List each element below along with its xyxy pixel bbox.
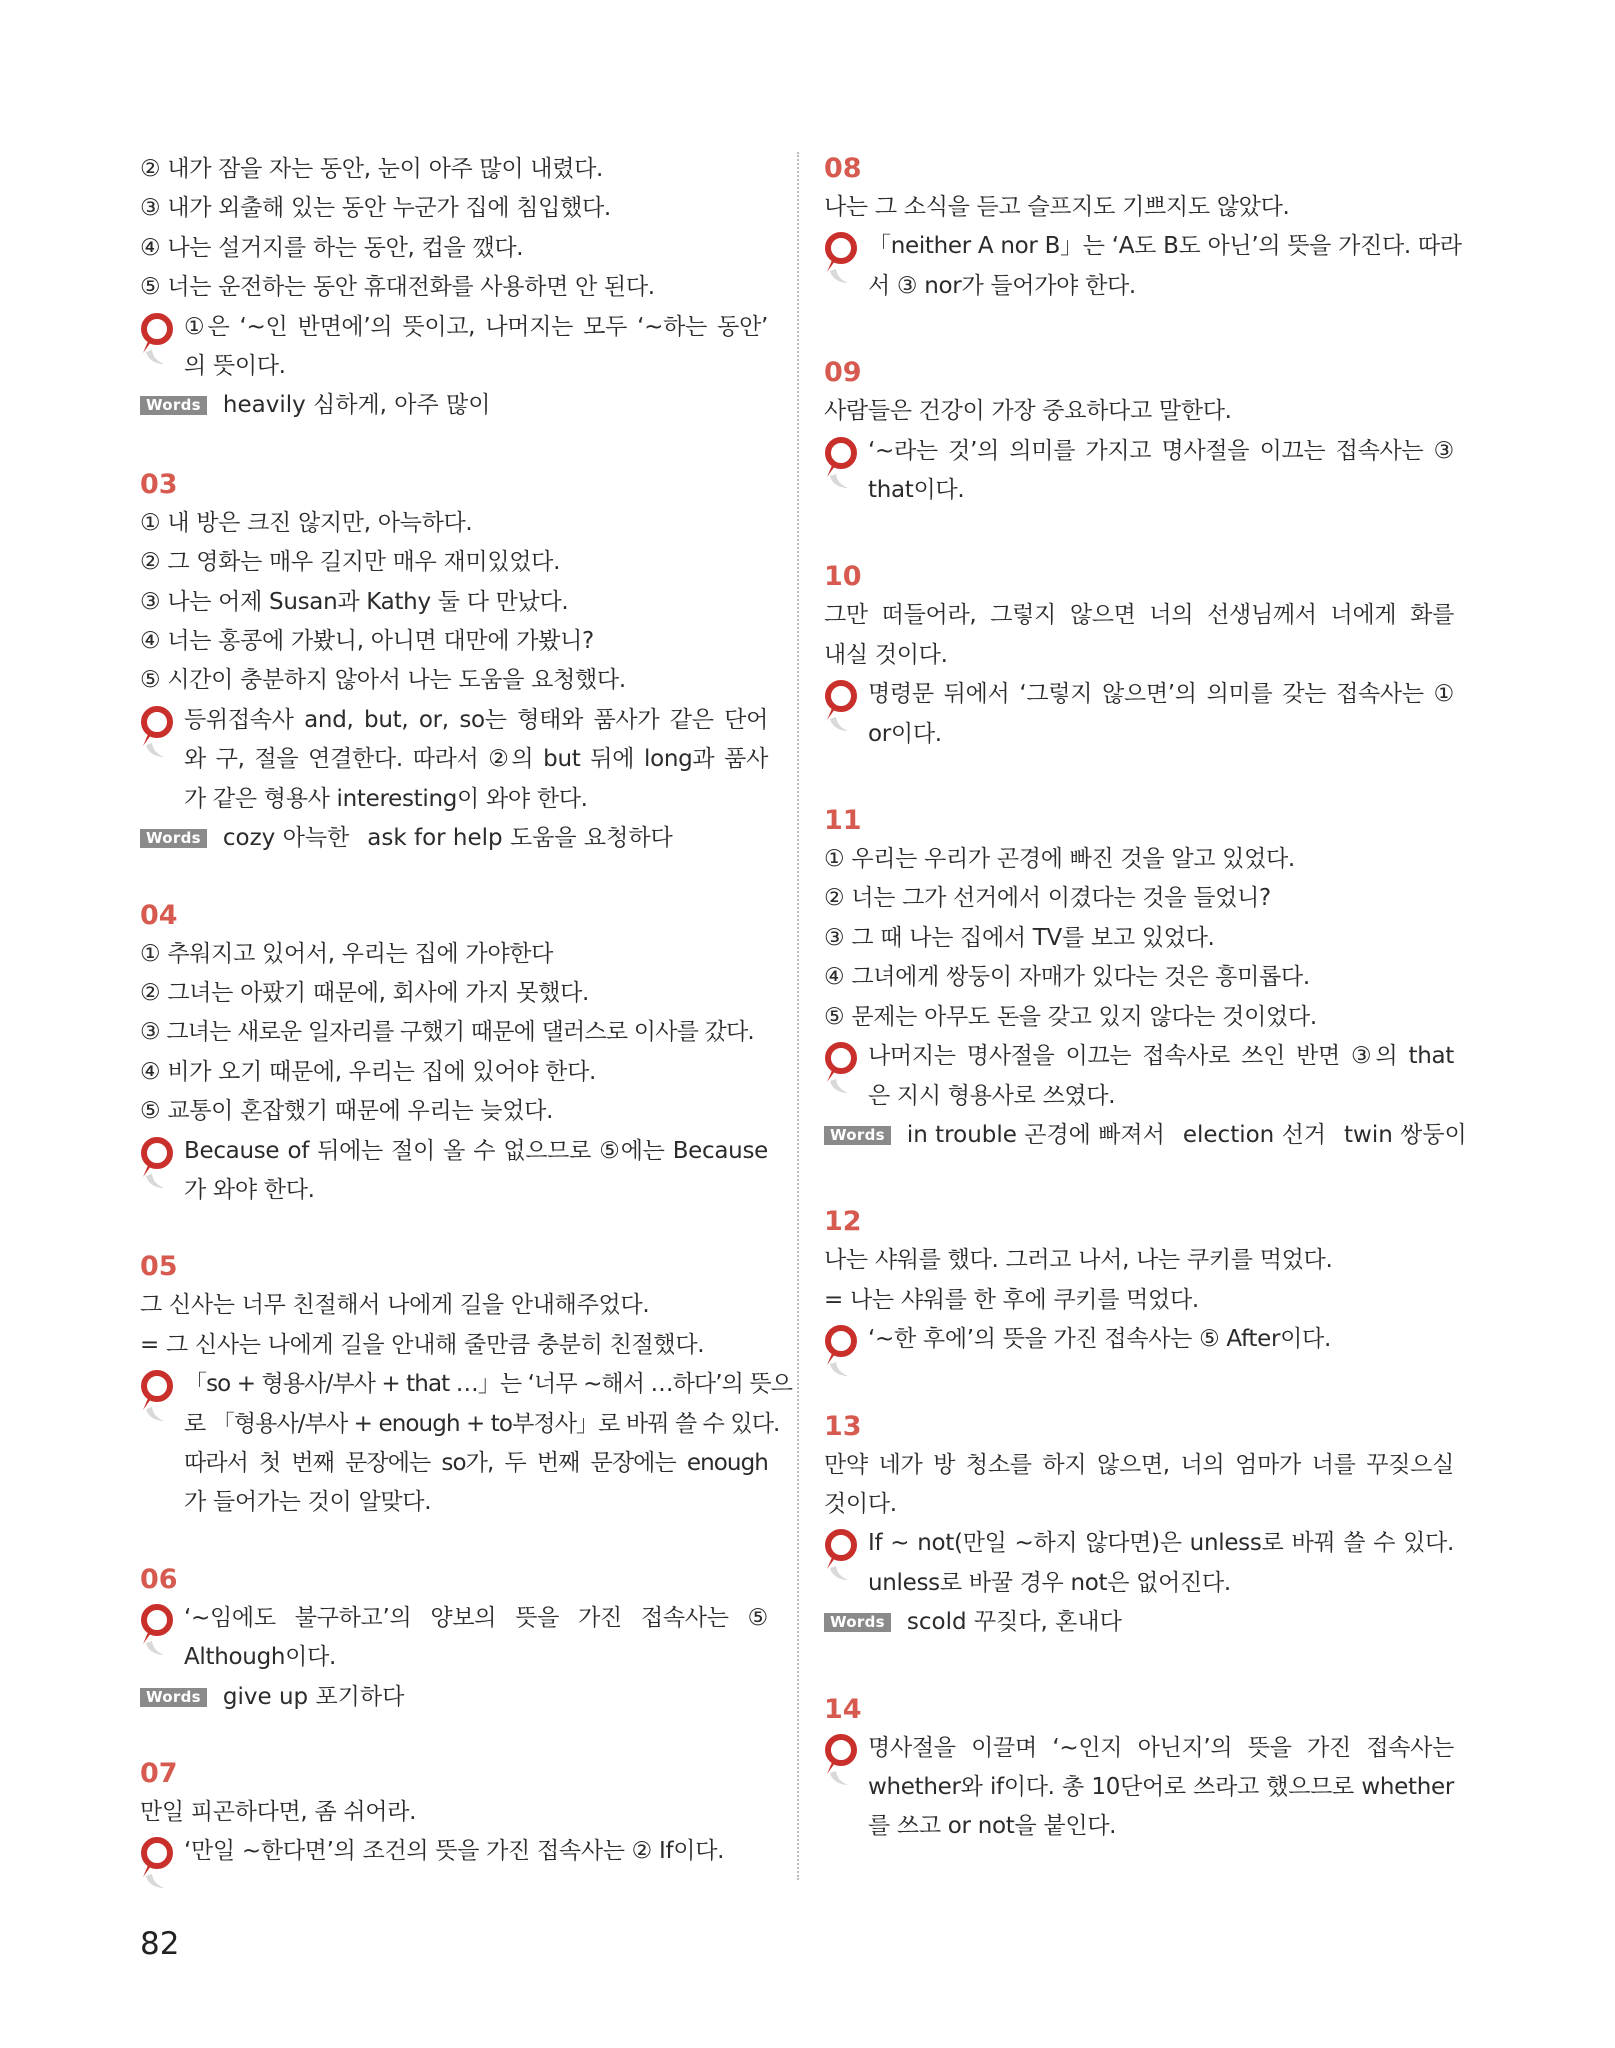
section-09 — [824, 354, 1454, 510]
question-number: 12 — [824, 1206, 862, 1238]
question-number: 04 — [140, 899, 178, 931]
section-06 — [140, 1561, 768, 1717]
choice-line: ④ 너는 홍콩에 가봤니, 아니면 대만에 가봤니? — [140, 628, 594, 655]
words-row — [824, 1116, 1467, 1155]
magnifier-icon — [824, 1733, 860, 1787]
explanation-note — [824, 432, 1454, 511]
choice-line: ② 너는 그가 선거에서 이겼다는 것을 들었니? — [824, 885, 1271, 912]
explanation-note — [824, 675, 1454, 754]
question-line: 사람들은 건강이 가장 중요하다고 말한다. — [824, 398, 1232, 425]
magnifier-icon — [140, 1369, 176, 1423]
word-item: scold 꾸짖다, 혼내다 — [906, 1609, 1122, 1636]
note-line: If ~ not(만일 ~하지 않다면)은 unless로 바꿔 쓸 수 있다. — [868, 1530, 1454, 1557]
question-number: 06 — [140, 1563, 178, 1595]
words-tag: Words — [140, 1688, 207, 1707]
choice-line: ③ 나는 어제 Susan과 Kathy 둘 다 만났다. — [140, 588, 569, 615]
magnifier-icon — [140, 1836, 176, 1890]
explanation-note — [140, 1832, 768, 1871]
note-line: that이다. — [868, 477, 965, 504]
words-tag: Words — [824, 1613, 891, 1632]
choice-line: ⑤ 교통이 혼잡했기 때문에 우리는 늦었다. — [140, 1098, 554, 1125]
choice-line: ④ 나는 설거지를 하는 동안, 컵을 깼다. — [140, 234, 524, 261]
note-line: 가 와야 한다. — [184, 1176, 315, 1203]
note-line: 명령문 뒤에서 ‘그렇지 않으면’의 의미를 갖는 접속사는 ① — [868, 681, 1454, 708]
section-04 — [140, 897, 768, 1211]
note-line: 로 「형용사/부사 + enough + to부정사」로 바꿔 쓸 수 있다. — [184, 1410, 780, 1437]
words-row — [140, 819, 768, 858]
question-line: 만일 피곤하다면, 좀 쉬어라. — [140, 1799, 417, 1825]
explanation-note — [824, 1729, 1454, 1847]
note-line: 은 지시 형용사로 쓰였다. — [868, 1082, 1116, 1109]
note-line: Because of 뒤에는 절이 올 수 없으므로 ⑤에는 Because — [184, 1137, 768, 1164]
section-08 — [824, 150, 1462, 306]
note-line: 를 쓰고 or not을 붙인다. — [868, 1813, 1117, 1840]
note-line: ‘만일 ~한다면’의 조건의 뜻을 가진 접속사는 ② If이다. — [184, 1838, 725, 1865]
note-line: ‘~임에도 불구하고’의 양보의 뜻을 가진 접속사는 ⑤ — [184, 1604, 768, 1631]
choice-line: ⑤ 너는 운전하는 동안 휴대전화를 사용하면 안 된다. — [140, 274, 655, 301]
words-row — [140, 1678, 768, 1717]
choice-line: ② 그녀는 아팠기 때문에, 회사에 가지 못했다. — [140, 979, 590, 1006]
section-07 — [140, 1755, 768, 1872]
magnifier-icon — [824, 436, 860, 490]
magnifier-icon — [824, 679, 860, 733]
note-line: 가 같은 형용사 interesting이 와야 한다. — [184, 785, 588, 812]
note-line: unless로 바꿀 경우 not은 없어진다. — [868, 1569, 1231, 1596]
words-tag: Words — [140, 396, 207, 415]
note-line: 가 들어가는 것이 알맞다. — [184, 1489, 432, 1516]
question-number: 11 — [824, 805, 862, 837]
note-line: 와 구, 절을 연결한다. 따라서 ②의 but 뒤에 long과 품사 — [184, 746, 768, 773]
question-line: 그만 떠들어라, 그렇지 않으면 너의 선생님께서 너에게 화를 — [824, 602, 1454, 629]
column-divider — [797, 152, 799, 1880]
question-number: 10 — [824, 561, 862, 593]
section-11 — [824, 802, 1467, 1155]
section-03 — [140, 466, 768, 859]
note-line: whether와 if이다. 총 10단어로 쓰라고 했으므로 whether — [868, 1773, 1454, 1800]
note-line: 「neither A nor B」는 ‘A도 B도 아닌’의 뜻을 가진다. 따라 — [868, 233, 1462, 260]
choice-line: ⑤ 문제는 아무도 돈을 갖고 있지 않다는 것이었다. — [824, 1003, 1317, 1030]
question-line: 나는 그 소식을 듣고 슬프지도 기쁘지도 않았다. — [824, 194, 1290, 220]
note-line: ‘~라는 것’의 의미를 가지고 명사절을 이끄는 접속사는 ③ — [868, 437, 1454, 464]
word-item: in trouble 곤경에 빠져서 — [906, 1121, 1165, 1148]
note-line: 등위접속사 and, but, or, so는 형태와 품사가 같은 단어 — [184, 706, 768, 733]
word-item: cozy 아늑한 — [222, 825, 350, 852]
note-line: 나머지는 명사절을 이끄는 접속사로 쓰인 반면 ③의 that — [868, 1043, 1454, 1070]
choice-line: ① 추워지고 있어서, 우리는 집에 가야한다 — [140, 940, 554, 967]
words-row — [824, 1603, 1454, 1642]
left-column — [140, 150, 793, 1872]
question-number: 14 — [824, 1693, 862, 1725]
choice-line: ① 우리는 우리가 곤경에 빠진 것을 알고 있었다. — [824, 846, 1295, 873]
note-line: 따라서 첫 번째 문장에는 so가, 두 번째 문장에는 enough — [184, 1449, 768, 1476]
section-10 — [824, 558, 1454, 754]
choice-line: ④ 비가 오기 때문에, 우리는 집에 있어야 한다. — [140, 1058, 597, 1085]
word-item: give up 포기하다 — [222, 1683, 405, 1710]
question-number: 05 — [140, 1251, 178, 1283]
note-line: 명사절을 이끌며 ‘~인지 아닌지’의 뜻을 가진 접속사는 — [868, 1734, 1454, 1761]
magnifier-icon — [824, 231, 860, 285]
choice-line: ④ 그녀에게 쌍둥이 자매가 있다는 것은 흥미롭다. — [824, 964, 1310, 991]
question-number: 09 — [824, 357, 862, 389]
question-line: 내실 것이다. — [824, 641, 948, 668]
section-13 — [824, 1408, 1454, 1643]
magnifier-icon — [824, 1324, 860, 1378]
question-number: 07 — [140, 1758, 178, 1789]
explanation-note — [140, 701, 768, 819]
choice-line: ⑤ 시간이 충분하지 않아서 나는 도움을 요청했다. — [140, 667, 626, 694]
choice-line: ③ 그녀는 새로운 일자리를 구했기 때문에 댈러스로 이사를 갔다. — [140, 1019, 754, 1046]
magnifier-icon — [824, 1041, 860, 1095]
question-line: 나는 샤워를 했다. 그러고 나서, 나는 쿠키를 먹었다. — [824, 1247, 1333, 1274]
choice-line: ② 그 영화는 매우 길지만 매우 재미있었다. — [140, 549, 561, 576]
note-line: 서 ③ nor가 들어가야 한다. — [868, 272, 1136, 299]
right-column — [824, 150, 1467, 1847]
word-item: election 선거 — [1182, 1121, 1326, 1148]
choice-line: ③ 내가 외출해 있는 동안 누군가 집에 침입했다. — [140, 195, 611, 222]
magnifier-icon — [140, 1136, 176, 1190]
question-number: 08 — [824, 153, 862, 184]
explanation-note — [824, 227, 1462, 306]
explanation-note — [824, 1524, 1454, 1603]
note-line: or이다. — [868, 720, 942, 747]
note-line: 의 뜻이다. — [184, 353, 286, 380]
note-line: ‘~한 후에’의 뜻을 가진 접속사는 ⑤ After이다. — [868, 1326, 1331, 1353]
magnifier-icon — [140, 1603, 176, 1657]
word-item: twin 쌍둥이 — [1344, 1121, 1467, 1148]
question-line: 그 신사는 너무 친절해서 나에게 길을 안내해주었다. — [140, 1292, 650, 1319]
question-number: 03 — [140, 468, 178, 500]
explanation-note — [824, 1037, 1454, 1116]
magnifier-icon — [140, 705, 176, 759]
explanation-note — [140, 308, 768, 387]
note-line: Although이다. — [184, 1644, 336, 1671]
question-line: = 나는 샤워를 한 후에 쿠키를 먹었다. — [824, 1286, 1199, 1313]
explanation-note — [140, 1599, 768, 1678]
section-14 — [824, 1691, 1454, 1847]
choice-line: ② 내가 잠을 자는 동안, 눈이 아주 많이 내렸다. — [140, 156, 604, 182]
magnifier-icon — [824, 1528, 860, 1582]
question-line: 만약 네가 방 청소를 하지 않으면, 너의 엄마가 너를 꾸짖으실 — [824, 1451, 1454, 1478]
word-item: ask for help 도움을 요청하다 — [367, 825, 673, 852]
explanation-note — [140, 1365, 793, 1523]
question-line: = 그 신사는 나에게 길을 안내해 줄만큼 충분히 친절했다. — [140, 1331, 705, 1358]
words-row — [140, 386, 768, 425]
words-tag: Words — [140, 829, 207, 848]
note-line: 「so + 형용사/부사 + that …」는 ‘너무 ~해서 …하다’의 뜻으 — [184, 1371, 793, 1398]
magnifier-icon — [140, 312, 176, 366]
question-number: 13 — [824, 1410, 862, 1442]
words-tag: Words — [824, 1126, 891, 1145]
choice-line: ③ 그 때 나는 집에서 TV를 보고 있었다. — [824, 924, 1215, 951]
section-05 — [140, 1248, 793, 1522]
explanation-note — [140, 1132, 768, 1211]
note-line: ①은 ‘~인 반면에’의 뜻이고, 나머지는 모두 ‘~하는 동안’ — [184, 313, 768, 340]
question-line: 것이다. — [824, 1490, 897, 1517]
page-number: 82 — [140, 1926, 180, 1962]
choice-line: ① 내 방은 크진 않지만, 아늑하다. — [140, 509, 473, 536]
section-02-continuation — [140, 150, 768, 426]
section-12 — [824, 1203, 1454, 1359]
word-item: heavily 심하게, 아주 많이 — [222, 392, 491, 419]
explanation-note — [824, 1320, 1454, 1359]
